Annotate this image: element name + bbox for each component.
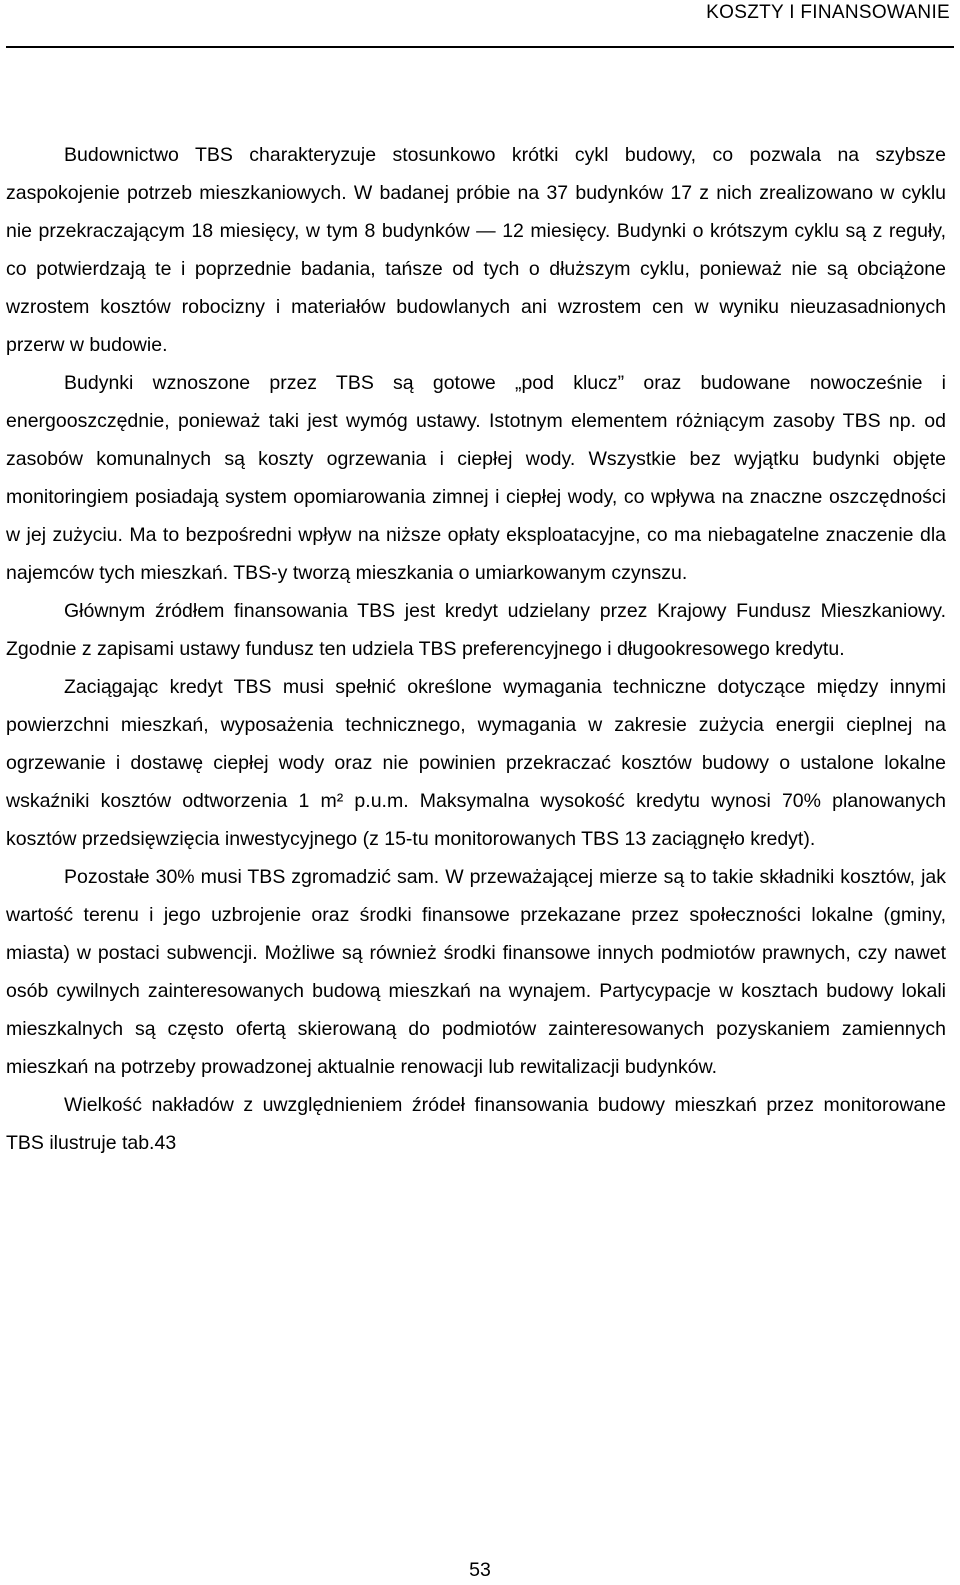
body-text [6,136,946,1162]
paragraph-2: Budynki wznoszone przez TBS są gotowe „pod klucz” oraz budowane nowocześnie i energooszczędnie, ponieważ taki jest wymóg ustawy. Istotnym elementem różniącym zasoby TBS np. od zasobów komunalnych są koszty ogrzewania i ciepłej wody. Wszystkie bez wyjątku budynki objęte monitoringiem posiadają system opomiarowania zimnej i ciepłej wody, co wpływa na znaczne oszczędności w jej zużyciu. Ma to bezpośredni wpływ na niższe opłaty eksploatacyjne, co ma niebagatelne znaczenie dla najemców tych mieszkań. TBS-y tworzą mieszkania o umiarkowanym czynszu. [6,372,946,584]
paragraph-3: Głównym źródłem finansowania TBS jest kredyt udzielany przez Krajowy Fundusz Mieszkaniowy. Zgodnie z zapisami ustawy fundusz ten udziela TBS preferencyjnego i długookresowego kredytu. [6,600,946,660]
running-header: KOSZTY I FINANSOWANIE [706,2,950,23]
paragraph-1: Budownictwo TBS charakteryzuje stosunkowo krótki cykl budowy, co pozwala na szybsze zaspokojenie potrzeb mieszkaniowych. W badanej próbie na 37 budynków 17 z nich zrealizowano w cyklu nie przekraczającym 18 miesięcy, w tym 8 budynków — 12 miesięcy. Budynki o krótszym cyklu są z reguły, co potwierdzają te i poprzednie badania, tańsze od tych o dłuższym cyklu, ponieważ nie są obciążone wzrostem kosztów robocizny i materiałów budowlanych ani wzrostem cen w wyniku nieuzasadnionych przerw w budowie. [6,144,946,356]
paragraph-4: Zaciągając kredyt TBS musi spełnić określone wymagania techniczne dotyczące między innymi powierzchni mieszkań, wyposażenia technicznego, wymagania w zakresie zużycia energii cieplnej na ogrzewanie i dostawę ciepłej wody oraz nie powinien przekraczać kosztów budowy o ustalone lokalne wskaźniki kosztów odtworzenia 1 m² p.u.m. Maksymalna wysokość kredytu wynosi 70% planowanych kosztów przedsięwzięcia inwestycyjnego (z 15-tu monitorowanych TBS 13 zaciągnęło kredyt). [6,676,946,850]
paragraph-6: Wielkość nakładów z uwzględnieniem źródeł finansowania budowy mieszkań przez monitorowane TBS ilustruje tab.43 [6,1094,946,1154]
header-rule [6,46,954,48]
paragraph-5: Pozostałe 30% musi TBS zgromadzić sam. W przeważającej mierze są to takie składniki kosztów, jak wartość terenu i jego uzbrojenie oraz środki finansowe przekazane przez społeczności lokalne (gminy, miasta) w postaci subwencji. Możliwe są również środki finansowe innych podmiotów prawnych, czy nawet osób cywilnych zainteresowanych budową mieszkań na wynajem. Partycypacje w kosztach budowy lokali mieszkalnych są często ofertą skierowaną do podmiotów zainteresowanych pozyskaniem zamiennych mieszkań na potrzeby prowadzonej aktualnie renowacji lub rewitalizacji budynków. [6,866,946,1078]
page-number: 53 [469,1559,491,1581]
